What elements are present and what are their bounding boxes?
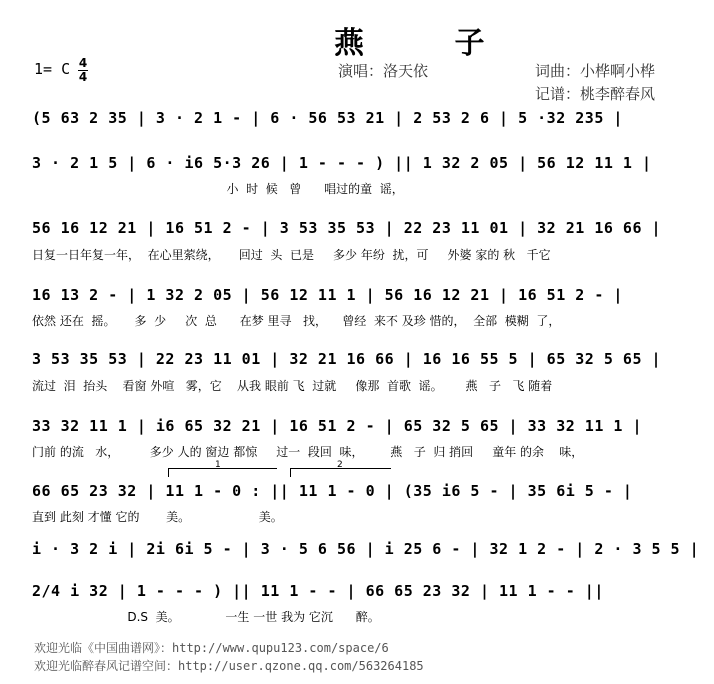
volta-1: 1 bbox=[168, 468, 277, 477]
footer-link-qzone[interactable]: 欢迎光临醉春风记谱空间：http://user.qzone.qq.com/563264185 bbox=[34, 659, 424, 673]
volta-2: 2 bbox=[290, 468, 391, 477]
lyric-line: 门前 的流 水， 多少 人的 窗边 都惊 过一 段回 味， 燕 子 归 捎回 童年 的余 味， bbox=[32, 445, 584, 459]
time-top: 4 bbox=[78, 56, 88, 70]
transcriber: 记谱：桃李醉春风 bbox=[535, 85, 656, 103]
notation-line: i · 3 2 i | 2i 6i 5 - | 3 · 5 6 56 | i 25 6 - | 32 1 2 - | 2 · 3 5 5 | bbox=[32, 540, 700, 558]
notation-line: 16 13 2 - | 1 32 2 05 | 56 12 11 1 | 56 16 12 21 | 16 51 2 - | bbox=[32, 286, 623, 304]
singer: 演唱：洛天依 bbox=[338, 62, 429, 80]
lyric-line: 依然 还在 摇。 多 少 次 总 在梦 里寻 找， 曾经 来不 及珍 惜的， 全部 模糊 了， bbox=[32, 314, 561, 328]
notation-line: 3 · 2 1 5 | 6 · i6 5·3 26 | 1 - - - ) || 1 32 2 05 | 56 12 11 1 | bbox=[32, 154, 652, 172]
time-signature bbox=[78, 58, 88, 83]
notation-line: (5 63 2 35 | 3 · 2 1 - | 6 · 56 53 21 | 2 53 2 6 | 5 ·32 235 | bbox=[32, 109, 623, 127]
lyric-line: 直到 此刻 才懂 它的 美。 美。 bbox=[32, 510, 283, 524]
time-bottom: 4 bbox=[78, 70, 88, 84]
notation-line: 56 16 12 21 | 16 51 2 - | 3 53 35 53 | 22 23 11 01 | 32 21 16 66 | bbox=[32, 219, 662, 237]
page-title: 燕 子 bbox=[334, 26, 525, 61]
notation-line: 33 32 11 1 | i6 65 32 21 | 16 51 2 - | 65 32 5 65 | 33 32 11 1 | bbox=[32, 417, 642, 435]
lyric-line: 日复一日年复一年， 在心里萦绕， 回过 头 已是 多少 年纷 扰，可 外婆 家的 秋 千它 bbox=[32, 248, 551, 262]
notation-line: 66 65 23 32 | 11 1 - 0 : || 11 1 - 0 | (35 i6 5 - | 35 6i 5 - | bbox=[32, 482, 633, 500]
lyric-line: 小 时 候 曾 唱过的童 谣， bbox=[32, 182, 404, 196]
footer-link-qupu[interactable]: 欢迎光临《中国曲谱网》：http://www.qupu123.com/space/6 bbox=[34, 641, 389, 655]
lyric-line: 流过 泪 抬头 看窗 外喧 雾，它 从我 眼前 飞 过就 像那 首歌 谣。 燕 子 飞 随着 bbox=[32, 379, 553, 393]
notation-line: 3 53 35 53 | 22 23 11 01 | 32 21 16 66 | 16 16 55 5 | 65 32 5 65 | bbox=[32, 350, 662, 368]
key-signature: 1= C bbox=[34, 60, 71, 78]
lyric-line: D.S 美。 一生 一世 我为 它沉 醉。 bbox=[32, 610, 380, 624]
composer: 词曲：小桦啊小桦 bbox=[535, 62, 656, 80]
notation-line: 2/4 i 32 | 1 - - - ) || 11 1 - - | 66 65 23 32 | 11 1 - - || bbox=[32, 582, 604, 600]
